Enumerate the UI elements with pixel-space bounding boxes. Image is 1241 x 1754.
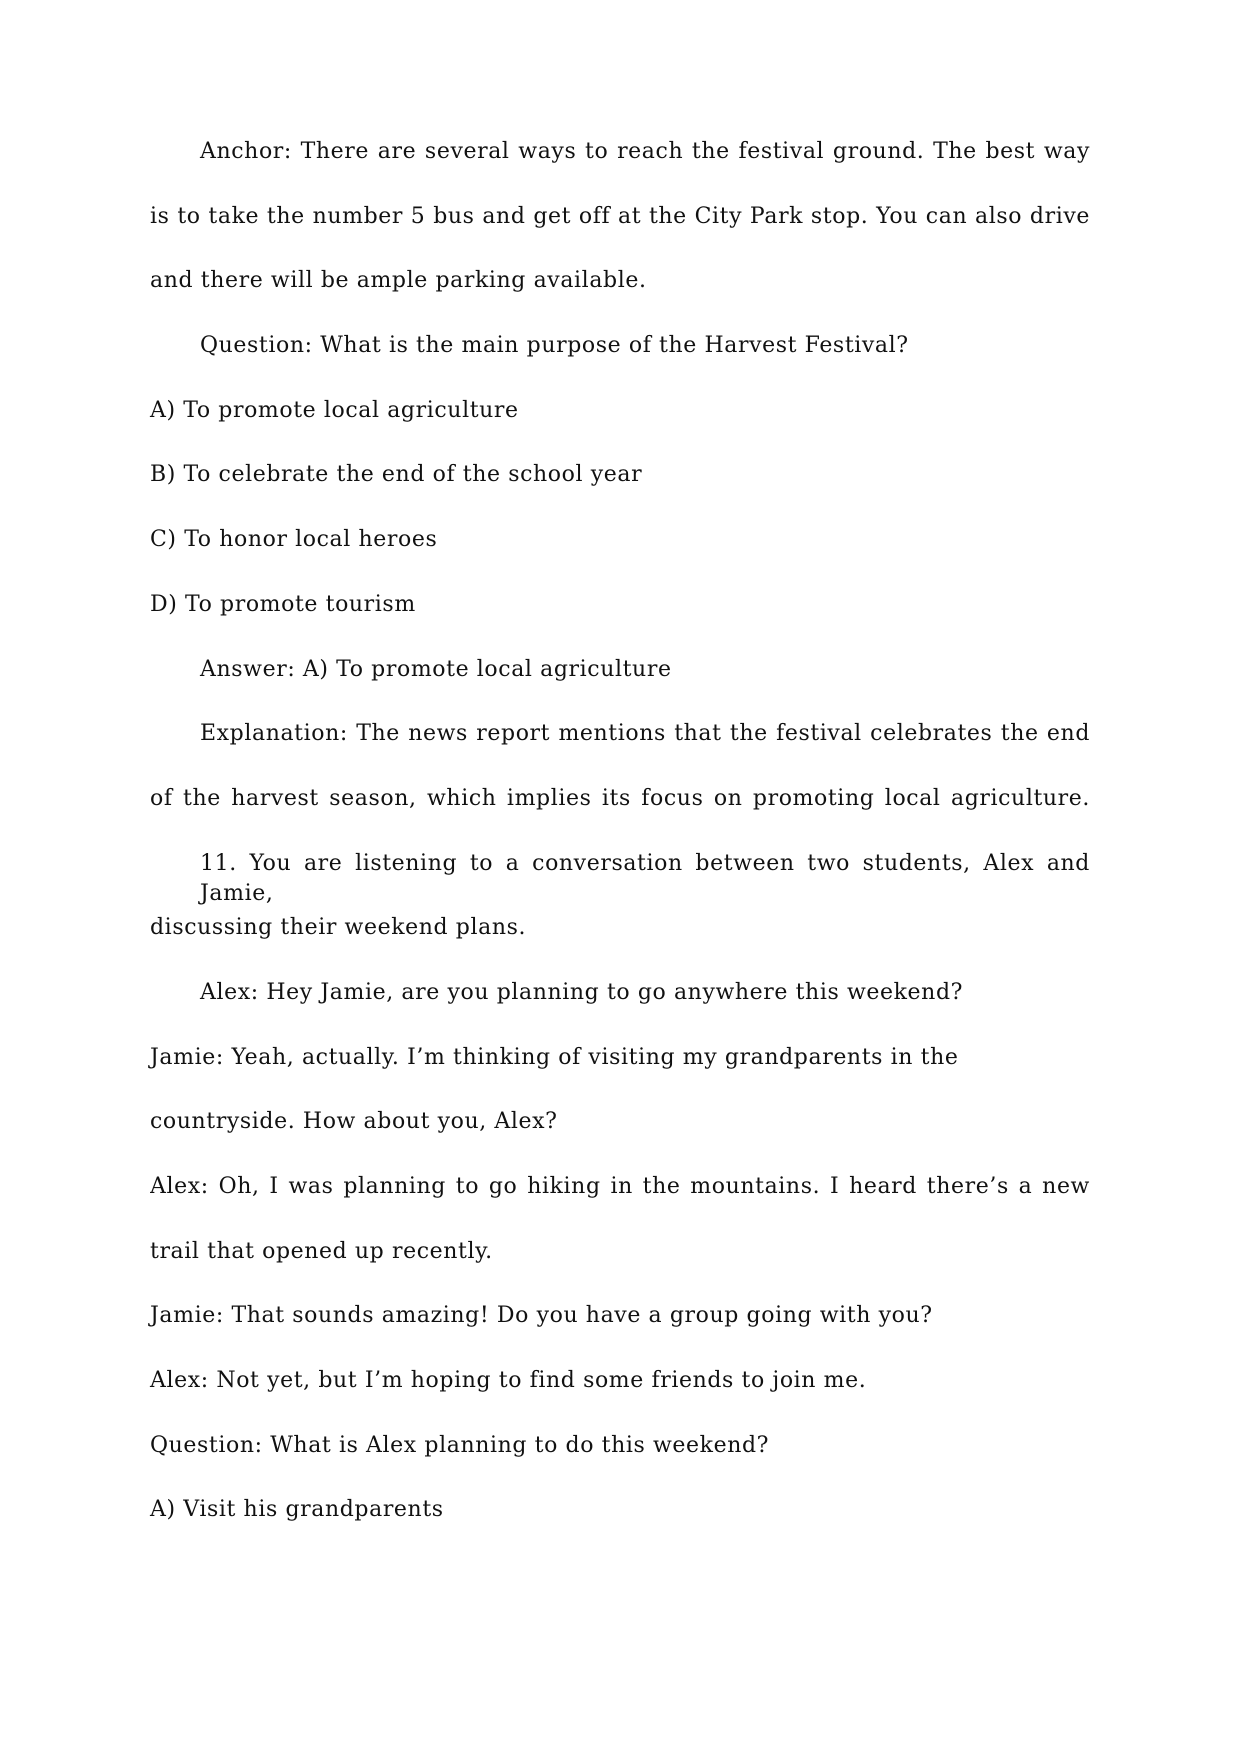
explanation-line: of the harvest season, which implies its focus on promoting local agriculture. bbox=[150, 785, 1090, 811]
option-c: C) To honor local heroes bbox=[150, 527, 438, 553]
dialogue-line: Alex: Not yet, but I’m hoping to find some friends to join me. bbox=[150, 1368, 867, 1394]
dialogue-line: Alex: Oh, I was planning to go hiking in the mountains. I heard there’s a new bbox=[150, 1174, 1090, 1199]
dialogue-line: trail that opened up recently. bbox=[150, 1238, 493, 1264]
item-11-intro-line: discussing their weekend plans. bbox=[150, 915, 527, 941]
paragraph-line: is to take the number 5 bus and get off at the City Park stop. You can also drive bbox=[150, 203, 1090, 229]
option-d: D) To promote tourism bbox=[150, 591, 416, 617]
dialogue-line: Jamie: That sounds amazing! Do you have a group going with you? bbox=[150, 1303, 933, 1329]
explanation-line: Explanation: The news report mentions that the festival celebrates the end bbox=[200, 721, 1090, 747]
dialogue-line: countryside. How about you, Alex? bbox=[150, 1109, 558, 1135]
dialogue-line: Alex: Hey Jamie, are you planning to go anywhere this weekend? bbox=[200, 979, 964, 1005]
answer-line: Answer: A) To promote local agriculture bbox=[200, 656, 672, 682]
option-a: A) To promote local agriculture bbox=[150, 397, 519, 423]
option-b: B) To celebrate the end of the school year bbox=[150, 462, 643, 488]
paragraph-line: Anchor: There are several ways to reach the festival ground. The best way bbox=[200, 139, 1090, 164]
question-line: Question: What is the main purpose of the Harvest Festival? bbox=[200, 333, 909, 359]
question-line: Question: What is Alex planning to do this weekend? bbox=[150, 1432, 770, 1458]
dialogue-line: Jamie: Yeah, actually. I’m thinking of visiting my grandparents in the bbox=[150, 1044, 959, 1070]
item-11-intro-line: 11. You are listening to a conversation between two students, Alex and Jamie, bbox=[200, 850, 1090, 906]
paragraph-line: and there will be ample parking available. bbox=[150, 268, 647, 294]
document-body bbox=[150, 137, 1090, 1560]
option-a: A) Visit his grandparents bbox=[150, 1497, 444, 1523]
